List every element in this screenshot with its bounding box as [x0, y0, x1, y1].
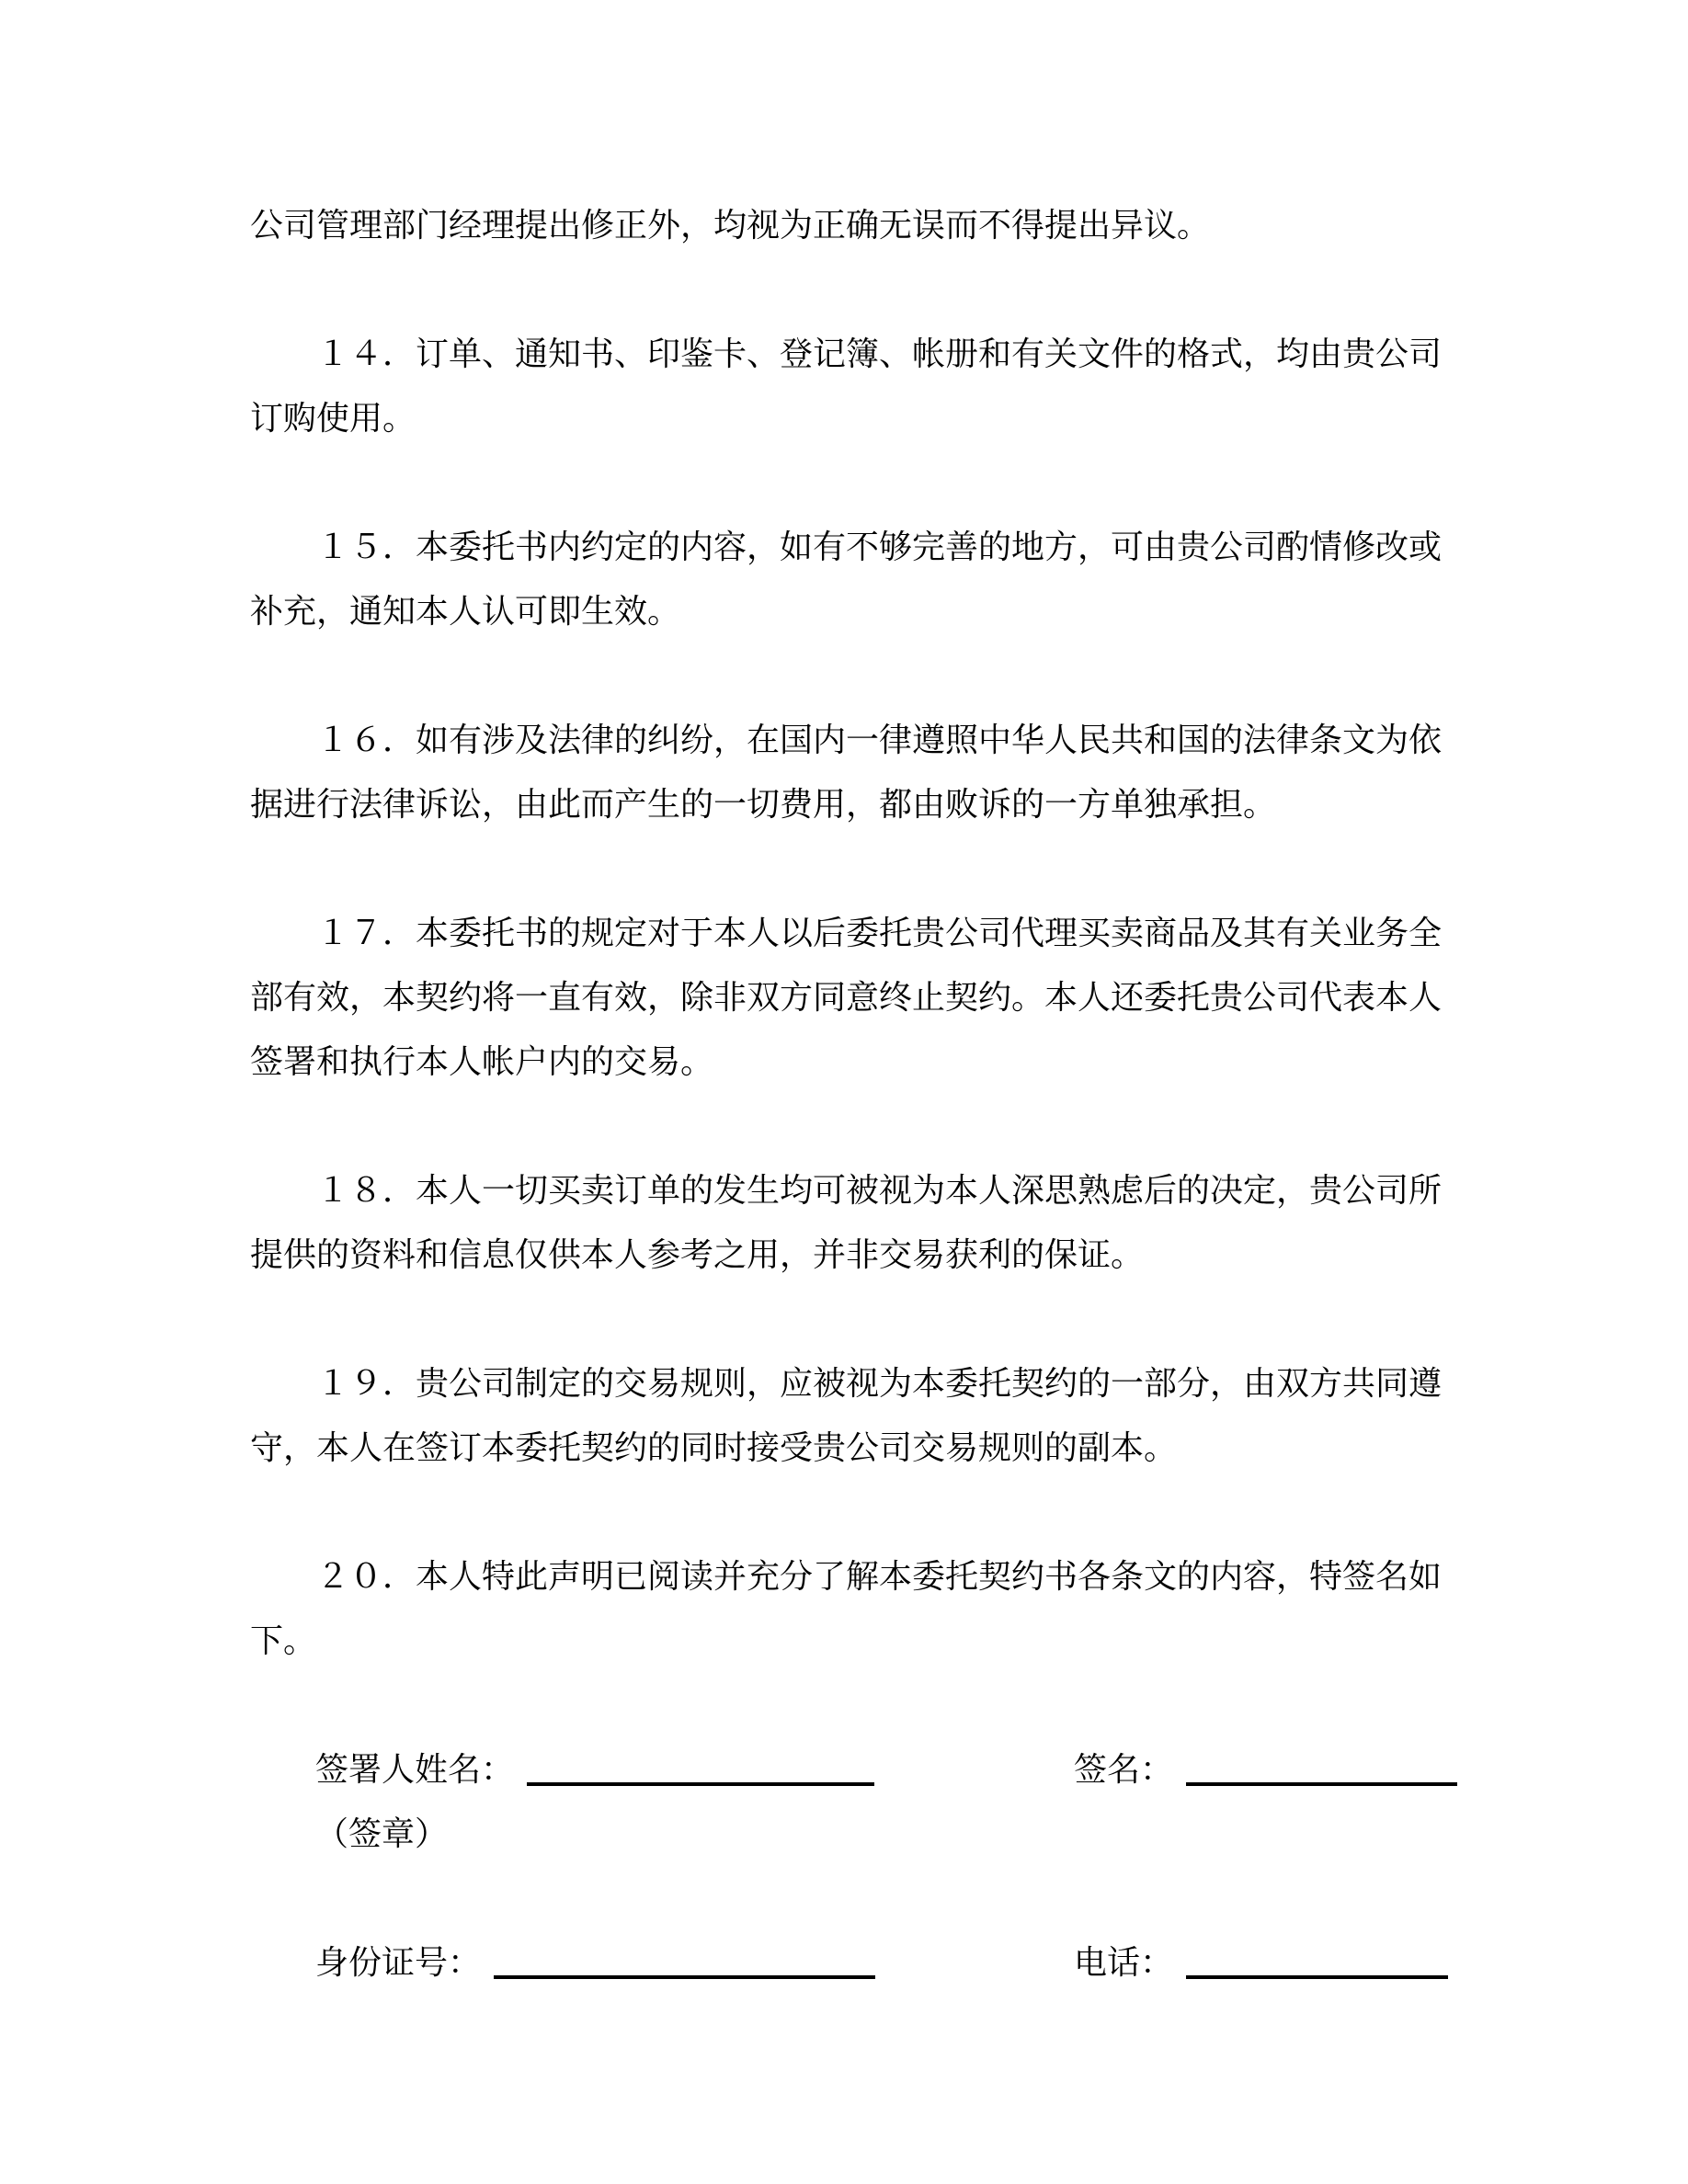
signature-field	[1074, 1737, 1457, 1802]
signer-name-label: 签署人姓名：	[315, 1751, 515, 1788]
signer-name-blank[interactable]	[527, 1746, 874, 1786]
seal-label: （签章）	[315, 1815, 449, 1852]
signature-blank[interactable]	[1186, 1746, 1457, 1786]
clause-13-continuation: 公司管理部门经理提出修正外，均视为正确无误而不得提出异议。	[250, 207, 1211, 244]
phone-label: 电话：	[1074, 1944, 1174, 1981]
clause-16: １６．如有涉及法律的纠纷，在国内一律遵照中华人民共和国的法律条文为依据进行法律诉讼，由此而产生的一切费用，都由败诉的一方单独承担。	[250, 722, 1443, 823]
clause-14: １４．订单、通知书、印鉴卡、登记簿、帐册和有关文件的格式，均由贵公司订购使用。	[250, 336, 1443, 437]
clause-17: １７．本委托书的规定对于本人以后委托贵公司代理买卖商品及其有关业务全部有效，本契约将一直有效，除非双方同意终止契约。本人还委托贵公司代表本人签署和执行本人帐户内的交易。	[250, 915, 1443, 1080]
signature-row-id	[250, 1930, 1442, 1995]
signature-label: 签名：	[1074, 1751, 1174, 1788]
signature-row-name	[250, 1737, 1442, 1802]
seal-row	[250, 1802, 1442, 1866]
clause-15: １５．本委托书内约定的内容，如有不够完善的地方，可由贵公司酌情修改或补充，通知本人认可即生效。	[250, 529, 1443, 630]
clause-20: ２０．本人特此声明已阅读并充分了解本委托契约书各条文的内容，特签名如下。	[250, 1558, 1443, 1659]
phone-blank[interactable]	[1186, 1939, 1448, 1979]
clause-19: １９．贵公司制定的交易规则，应被视为本委托契约的一部分，由双方共同遵守，本人在签订本委托契约的同时接受贵公司交易规则的副本。	[250, 1365, 1443, 1466]
id-number-label: 身份证号：	[315, 1944, 482, 1981]
id-number-blank[interactable]	[494, 1939, 875, 1979]
phone-field	[1074, 1930, 1448, 1995]
clause-18: １８．本人一切买卖订单的发生均可被视为本人深思熟虑后的决定，贵公司所提供的资料和信息仅供本人参考之用，并非交易获利的保证。	[250, 1172, 1443, 1273]
signature-block	[250, 1737, 1442, 1995]
